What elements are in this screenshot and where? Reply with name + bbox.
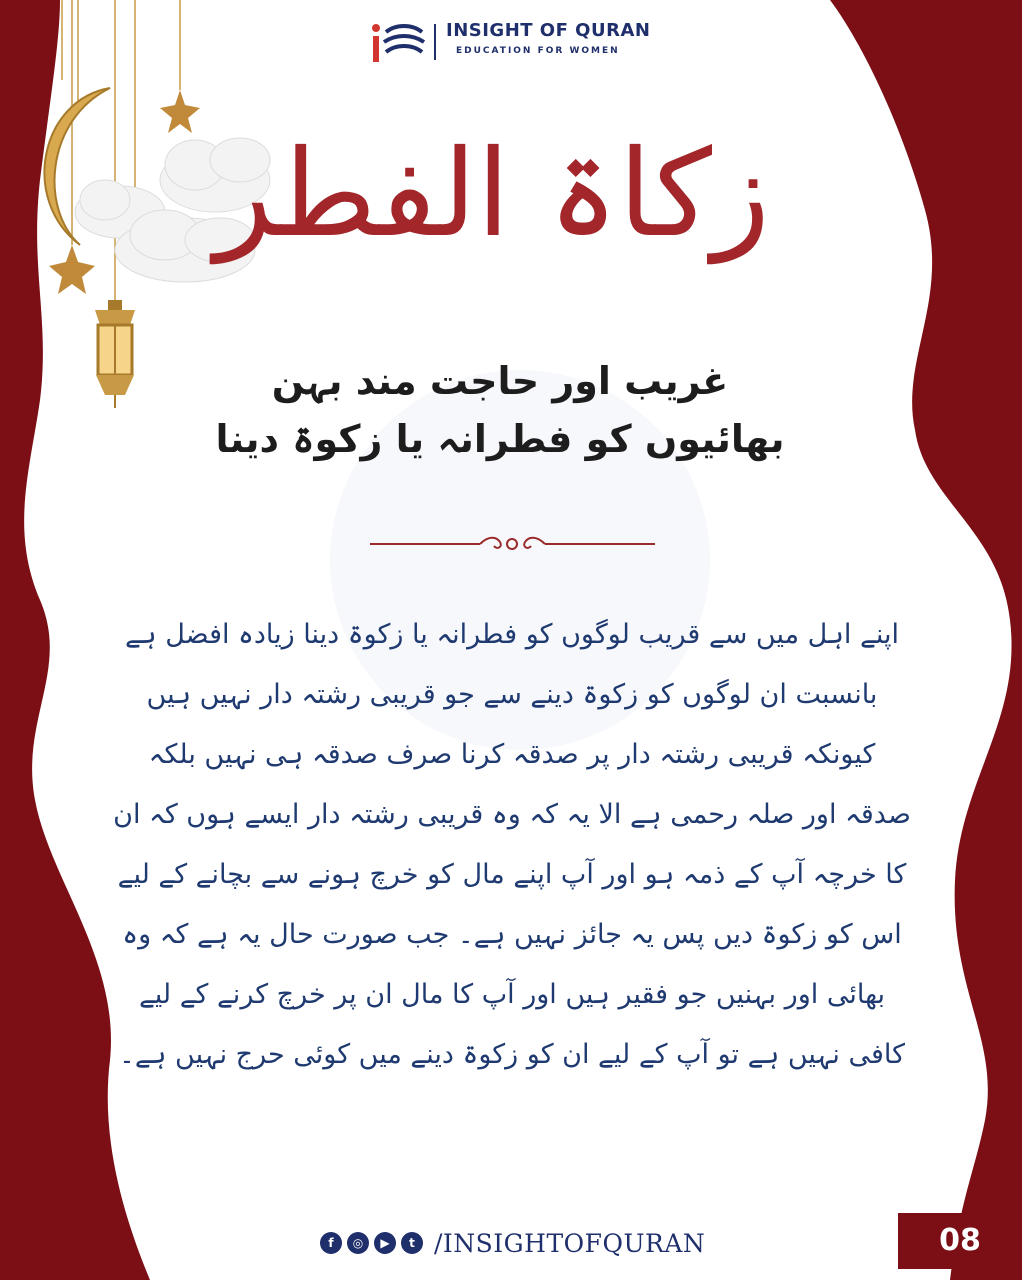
body-paragraph: اپنے اہل میں سے قریب لوگوں کو فطرانہ یا زکوۃ دینا زیادہ افضل ہے بانسبت ان لوگوں کو زکوۃ دینے سے جو قریبی رشتہ دار نہیں ہیں کیونکہ قریبی رشتہ دار پر صدقہ کرنا صرف صدقہ ہی نہیں بلکہ صدقہ اور صلہ رحمی ہے الا یہ کہ وہ قریبی رشتہ دار ایسے ہوں کہ ان کا خرچہ آپ کے ذمہ ہو اور آپ اپنے مال کو خرچ ہونے سے بچانے کے لیے اس کو زکوۃ دیں پس یہ جائز نہیں ہے۔ جب صورت حال یہ ہے کہ وہ بھائی اور بہنیں جو فقیر ہیں اور آپ کا مال ان پر خرچ کرنے کے لیے کافی نہیں ہے تو آپ کے لیے ان کو زکوۃ دینے میں کوئی حرج نہیں ہے۔ (113, 619, 911, 1070)
social-handle[interactable]: /INSIGHTOFQURAN (434, 1228, 706, 1258)
page-title: زکاۃ الفطر (214, 125, 770, 264)
brand-title: INSIGHT OF QURAN (446, 20, 651, 41)
instagram-icon[interactable]: ◎ (347, 1232, 369, 1254)
facebook-icon[interactable]: f (320, 1232, 342, 1254)
social-links (320, 1226, 705, 1260)
subtitle (200, 352, 800, 468)
page-number: 08 (898, 1213, 1022, 1269)
subtitle-line: بھائیوں کو فطرانہ یا زکوۃ دینا (215, 417, 785, 461)
brand-subtitle: EDUCATION FOR WOMEN (456, 46, 620, 56)
subtitle-line: غریب اور حاجت مند بہن (271, 359, 729, 403)
ornament-divider (370, 528, 655, 558)
logo-divider (434, 24, 436, 60)
brand-logo (368, 18, 668, 66)
youtube-icon[interactable]: ▶ (374, 1232, 396, 1254)
insight-of-quran-logo-icon (368, 20, 428, 64)
twitter-icon[interactable]: t (401, 1232, 423, 1254)
